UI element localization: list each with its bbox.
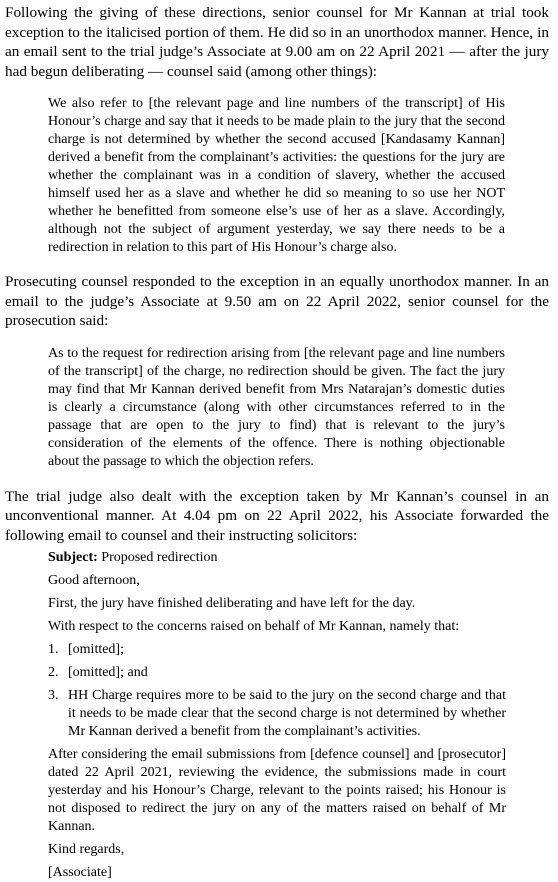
defence-email-quote: We also refer to [the relevant page and line numbers of the transcript] of His Honour’s charge and say that it needs to be made plain to the jury that the second charge is not determined by whether the second accused [Kandasamy Kannan] derived a benefit from the complainant’s activities: the questions for the jury are whether the complainant was in a condition of slavery, whether the accused himself used her as a slave and whether he did so meaning to so use her NOT whether he benefitted from someone else’s use of her as a slave. Accordingly, although not the subject of argument yesterday, we say there needs to be a redirection in relation to this part of His Honour’s charge also.: [48, 96, 505, 255]
email-body: After considering the email submissions from [defence counsel] and [prosecutor] dated 22 April 2021, reviewing the evidence, the submissions made in court yesterday and his Honour’s Charge, relevant to the points raised; his Honour is not disposed to redirect the jury on any of the matters raised on behalf of Mr Kannan.: [48, 747, 506, 834]
paragraph-2: Prosecuting counsel responded to the exception in an equally unorthodox manner. In an email to the judge’s Associate at 9.50 am on 22 April 2022, senior counsel for the prosecution said:: [5, 273, 549, 329]
email-line-1: First, the jury have finished deliberating and have left for the day.: [48, 596, 416, 611]
subject-text: Proposed redirection: [97, 550, 218, 565]
list-item-number: 2.: [48, 665, 59, 680]
list-item: [48, 664, 506, 682]
list-item-text: HH Charge requires more to be said to the jury on the second charge and that it needs to be made clear that the second charge is not determined by whether Mr Kannan derived a benefit from the complainant’s activities.: [68, 688, 506, 739]
list-item-number: 3.: [48, 688, 59, 703]
email-signature: [Associate]: [48, 865, 112, 880]
paragraph-3: The trial judge also dealt with the exception taken by Mr Kannan’s counsel in an unconventional manner. At 4.04 pm on 22 April 2022, his Associate forwarded the following email to counsel and their instructing solicitors:: [5, 487, 549, 544]
list-item: [48, 687, 506, 741]
list-item-text: [omitted];: [68, 642, 124, 657]
subject-label: Subject:: [48, 550, 98, 565]
list-item-number: 1.: [48, 642, 59, 657]
associate-email: [48, 549, 506, 882]
prosecution-email-quote: As to the request for redirection arising from [the relevant page and line numbers of the transcript] of the charge, no redirection should be given. The fact the jury may find that Mr Kannan derived benefit from Mrs Natarajan’s domestic duties is clearly a circumstance (along with other circumstances referred to in the passage that are open to the jury to find) that is relevant to the jury’s consideration of the elements of the offence. There is nothing objectionable about the passage to which the objection refers.: [48, 345, 505, 469]
paragraph-1: Following the giving of these directions, senior counsel for Mr Kannan at trial took exception to the italicised portion of them. He did so in an unorthodox manner. Hence, in an email sent to the trial judge’s Associate at 9.00 am on 22 April 2021 — after the jury had begun deliberating — counsel said (among other things):: [5, 4, 549, 80]
list-item-text: [omitted]; and: [68, 665, 148, 680]
list-item: [48, 641, 506, 659]
email-subject: [48, 549, 506, 567]
email-line-2: With respect to the concerns raised on behalf of Mr Kannan, namely that:: [48, 619, 460, 634]
document-page: [5, 3, 549, 882]
email-greeting: Good afternoon,: [48, 573, 140, 588]
email-signoff: Kind regards,: [48, 842, 125, 857]
